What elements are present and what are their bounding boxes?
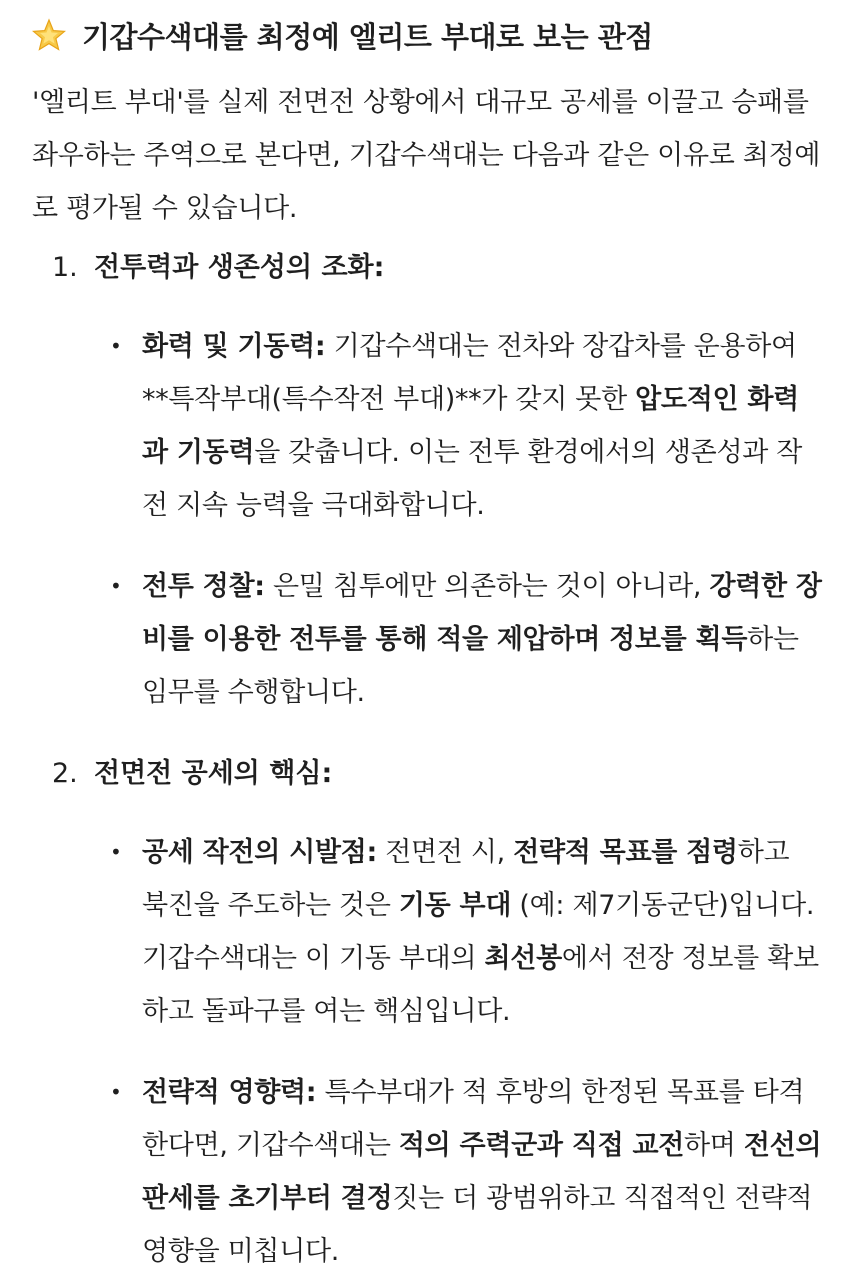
list-item-title: 전투력과 생존성의 조화: bbox=[94, 252, 385, 283]
bullet-icon: • bbox=[110, 1080, 122, 1104]
list-item-heading bbox=[32, 747, 822, 800]
bullet-text: 은밀 침투에만 의존하는 것이 아니라, bbox=[264, 571, 710, 602]
bullet-icon: • bbox=[110, 840, 122, 864]
bullet-emphasis: 적의 주력군과 직접 교전 bbox=[398, 1130, 685, 1161]
bullet-list bbox=[32, 320, 822, 719]
heading-text: 기갑수색대를 최정예 엘리트 부대로 보는 관점 bbox=[82, 19, 653, 54]
bullet-text: 하는 임무를 수행합니다. bbox=[142, 624, 799, 708]
bullet-text: 특수부대가 적 후방의 한정된 목표를 타격한다면, 기갑수색대는 bbox=[142, 1077, 805, 1161]
list-item-title: 전면전 공세의 핵심: bbox=[94, 758, 333, 789]
bullet-label: 전투 정찰: bbox=[142, 571, 265, 602]
list-number: 1. bbox=[52, 252, 78, 283]
bullet-text: 에서 전장 정보를 확보하고 돌파구를 여는 핵심입니다. bbox=[142, 943, 819, 1027]
bullet-label: 공세 작전의 시발점: bbox=[142, 837, 377, 868]
bullet-emphasis: 최선봉 bbox=[484, 943, 562, 974]
bullet-emphasis: 압도적인 화력과 기동력 bbox=[142, 384, 799, 468]
bullet-emphasis: 전선의 판세를 초기부터 결정 bbox=[142, 1130, 822, 1214]
bullet-text: 하며 bbox=[684, 1130, 744, 1161]
bullet-item bbox=[110, 1066, 822, 1278]
bullet-label: 전략적 영향력: bbox=[142, 1077, 317, 1108]
list-item-1 bbox=[32, 241, 822, 719]
bullet-item bbox=[110, 560, 822, 719]
bullet-emphasis: 기동 부대 bbox=[398, 890, 512, 921]
intro-paragraph: '엘리트 부대'를 실제 전면전 상황에서 대규모 공세를 이끌고 승패를 좌우하는 주역으로 본다면, 기갑수색대는 다음과 같은 이유로 최정예로 평가될 수 있습니다. bbox=[32, 87, 821, 224]
bullet-item bbox=[110, 320, 822, 532]
bullet-text: 을 갖춥니다. 이는 전투 환경에서의 생존성과 작전 지속 능력을 극대화합니다. bbox=[142, 437, 803, 521]
bullet-list bbox=[32, 826, 822, 1278]
bullet-text: 기갑수색대는 전차와 장갑차를 운용하여 **특작부대(특수작전 부대)**가 갖지 못한 bbox=[142, 331, 797, 415]
bullet-text: 전면전 시, bbox=[376, 837, 514, 868]
list-number: 2. bbox=[52, 758, 78, 789]
glowing-star-icon bbox=[32, 18, 66, 52]
bullet-text: 짓는 더 광범위하고 직접적인 전략적 영향을 미칩니다. bbox=[142, 1183, 813, 1267]
bullet-emphasis: 전략적 목표를 점령 bbox=[513, 837, 738, 868]
document-page bbox=[0, 12, 850, 1267]
bullet-icon: • bbox=[110, 574, 122, 598]
bullet-emphasis: 강력한 장비를 이용한 전투를 통해 적을 제압하며 정보를 획득 bbox=[142, 571, 822, 655]
bullet-icon: • bbox=[110, 334, 122, 358]
section-heading bbox=[32, 12, 822, 58]
bullet-text: 하고 북진을 주도하는 것은 bbox=[142, 837, 790, 921]
bullet-text: (예: 제7기동군단)입니다. 기갑수색대는 이 기동 부대의 bbox=[142, 890, 815, 974]
bullet-label: 화력 및 기동력: bbox=[142, 331, 326, 362]
list-item-heading bbox=[32, 241, 822, 294]
list-item-2 bbox=[32, 747, 822, 1278]
bullet-item bbox=[110, 826, 822, 1038]
